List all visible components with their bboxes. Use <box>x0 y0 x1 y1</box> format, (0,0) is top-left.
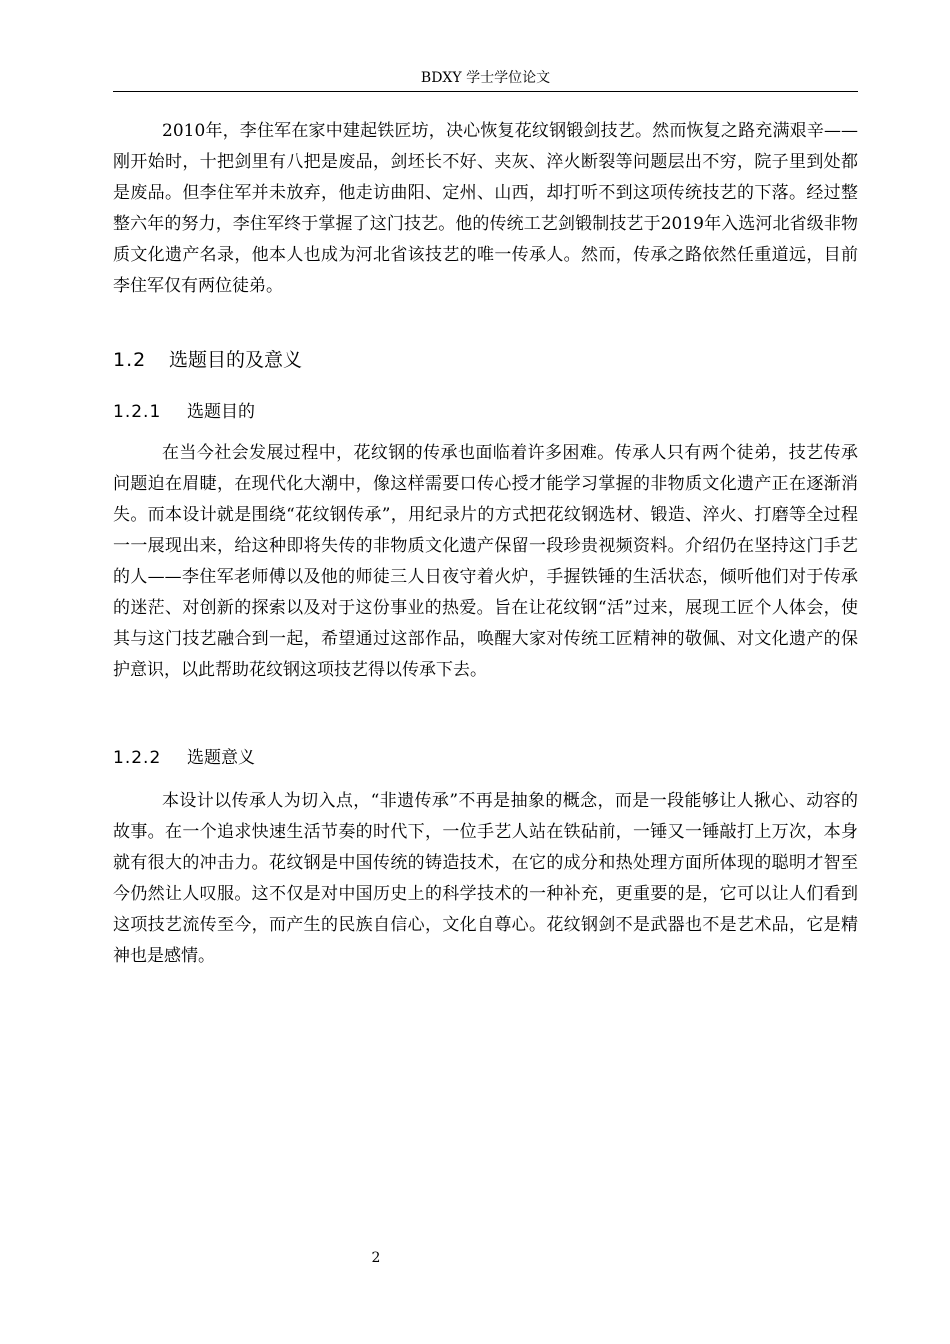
subsection-number: 1.2.1 <box>113 402 162 422</box>
subsection-title: 选题意义 <box>187 748 255 768</box>
section-number: 1.2 <box>113 349 147 371</box>
section-title: 选题目的及意义 <box>169 349 303 371</box>
significance-paragraph: 本设计以传承人为切入点，“非遗传承”不再是抽象的概念，而是一段能够让人揪心、动容的故事。在一个追求快速生活节奏的时代下，一位手艺人站在铁砧前，一锤又一锤敲打上万次，本身就有很大的冲击力。花纹钢是中国传统的铸造技术，在它的成分和热处理方面所体现的聪明才智至今仍然让人叹服。这不仅是对中国历史上的科学技术的一种补充，更重要的是，它可以让人们看到这项技艺流传至今，而产生的民族自信心，文化自尊心。花纹钢剑不是武器也不是艺术品，它是精神也是感情。 <box>113 791 858 966</box>
page-number: 2 <box>371 1250 381 1266</box>
subsection-heading-1-2-1 <box>113 398 858 426</box>
running-header: BDXY 学士学位论文 <box>420 70 551 86</box>
header-rule <box>113 91 858 92</box>
subsection-title: 选题目的 <box>187 402 255 422</box>
intro-paragraph: 2010年，李住军在家中建起铁匠坊，决心恢复花纹钢锻剑技艺。然而恢复之路充满艰辛——刚开始时，十把剑里有八把是废品，剑坯长不好、夹灰、淬火断裂等问题层出不穷，院子里到处都是废品。但李住军并未放弃，他走访曲阳、定州、山西，却打听不到这项传统技艺的下落。经过整整六年的努力，李住军终于掌握了这门技艺。他的传统工艺剑锻制技艺于2019年入选河北省级非物质文化遗产名录，他本人也成为河北省该技艺的唯一传承人。然而，传承之路依然任重道远，目前李住军仅有两位徒弟。 <box>113 121 858 296</box>
subsection-heading-1-2-2 <box>113 744 858 772</box>
subsection-number: 1.2.2 <box>113 748 162 768</box>
purpose-paragraph: 在当今社会发展过程中，花纹钢的传承也面临着许多困难。传承人只有两个徒弟，技艺传承问题迫在眉睫，在现代化大潮中，像这样需要口传心授才能学习掌握的非物质文化遗产正在逐渐消失。而本设计就是围绕“花纹钢传承”，用纪录片的方式把花纹钢选材、锻造、淬火、打磨等全过程一一展现出来，给这种即将失传的非物质文化遗产保留一段珍贵视频资料。介绍仍在坚持这门手艺的人——李住军老师傅以及他的师徒三人日夜守着火炉，手握铁锤的生活状态，倾听他们对于传承的迷茫、对创新的探索以及对于这份事业的热爱。旨在让花纹钢“活”过来，展现工匠个人体会，使其与这门技艺融合到一起，希望通过这部作品，唤醒大家对传统工匠精神的敬佩、对文化遗产的保护意识，以此帮助花纹钢这项技艺得以传承下去。 <box>113 443 858 680</box>
section-heading-1-2 <box>113 345 858 375</box>
